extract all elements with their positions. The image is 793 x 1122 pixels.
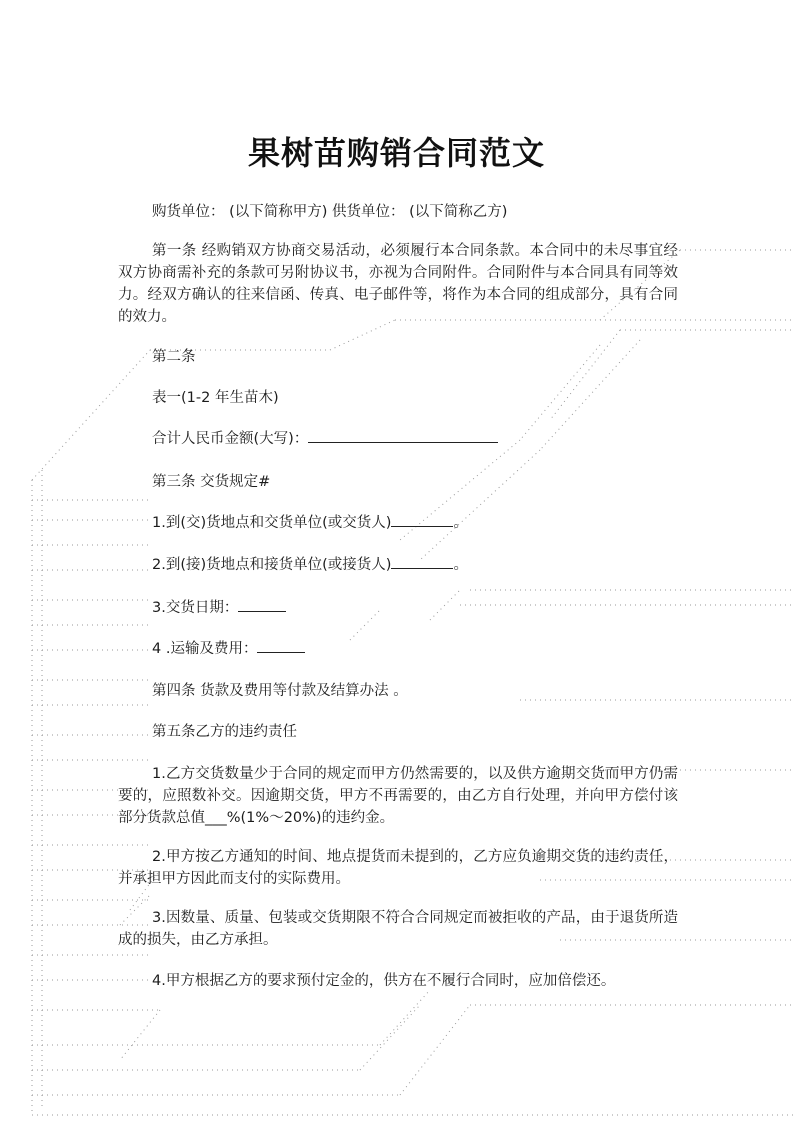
item-3-2-text: 2.到(接)货地点和接货单位(或接货人) bbox=[152, 557, 392, 573]
item-3-2-blank bbox=[391, 554, 453, 569]
total-amount-blank bbox=[308, 428, 498, 443]
item-5-1-after: %(1%～20%)的违约金。 bbox=[226, 810, 395, 826]
document-title: 果树苗购销合同范文 bbox=[247, 134, 545, 172]
total-amount-label: 合计人民币金额(大写)： bbox=[152, 431, 309, 447]
article-5-heading: 第五条乙方的违约责任 bbox=[152, 724, 297, 740]
item-3-2-end: 。 bbox=[453, 557, 468, 573]
item-3-3 bbox=[118, 597, 678, 619]
item-3-4 bbox=[118, 638, 678, 660]
item-3-4-blank bbox=[257, 638, 305, 653]
item-5-1-before: 1.乙方交货数量少于合同的规定而甲方仍然需要的，以及供方逾期交货而甲方仍需要的，应照数补交。因逾期交货，甲方不再需要的，由乙方自行处理，并向甲方偿付该部分货款总值 bbox=[118, 766, 678, 826]
article-2-heading: 第二条 bbox=[152, 349, 196, 365]
item-5-1 bbox=[118, 763, 678, 829]
article-1-paragraph: 第一条 经购销双方协商交易活动，必须履行本合同条款。本合同中的未尽事宜经双方协商需补充的条款可另附协议书，亦视为合同附件。合同附件与本合同具有同等效力。经双方确认的往来信函、传真、电子邮件等，将作为本合同的组成部分，具有合同的效力。 bbox=[118, 243, 678, 325]
item-5-1-blank: ___ bbox=[205, 810, 227, 826]
item-3-4-text: 4 .运输及费用： bbox=[152, 641, 258, 657]
article-3-heading: 第三条 交货规定# bbox=[152, 474, 271, 490]
item-3-1-blank bbox=[391, 512, 453, 527]
item-3-1-end: 。 bbox=[453, 515, 468, 531]
parties-line: 购货单位： (以下简称甲方) 供货单位： (以下简称乙方) bbox=[152, 204, 508, 220]
item-3-3-text: 3.交货日期： bbox=[152, 600, 239, 616]
item-3-1 bbox=[118, 512, 678, 534]
item-5-2: 2.甲方按乙方通知的时间、地点提货而未提到的，乙方应负逾期交货的违约责任，并承担甲方因此而支付的实际费用。 bbox=[118, 849, 678, 887]
item-3-1-text: 1.到(交)货地点和交货单位(或交货人) bbox=[152, 515, 392, 531]
item-5-4: 4.甲方根据乙方的要求预付定金的，供方在不履行合同时，应加倍偿还。 bbox=[152, 973, 616, 989]
item-3-2 bbox=[118, 554, 678, 576]
table-1-label: 表一(1-2 年生苗木) bbox=[152, 390, 279, 406]
item-5-3: 3.因数量、质量、包装或交货期限不符合合同规定而被拒收的产品，由于退货所造成的损失，由乙方承担。 bbox=[118, 910, 678, 948]
item-3-3-blank bbox=[238, 597, 286, 612]
article-4-heading: 第四条 货款及费用等付款及结算办法 。 bbox=[152, 683, 408, 699]
total-amount-line bbox=[118, 428, 678, 450]
